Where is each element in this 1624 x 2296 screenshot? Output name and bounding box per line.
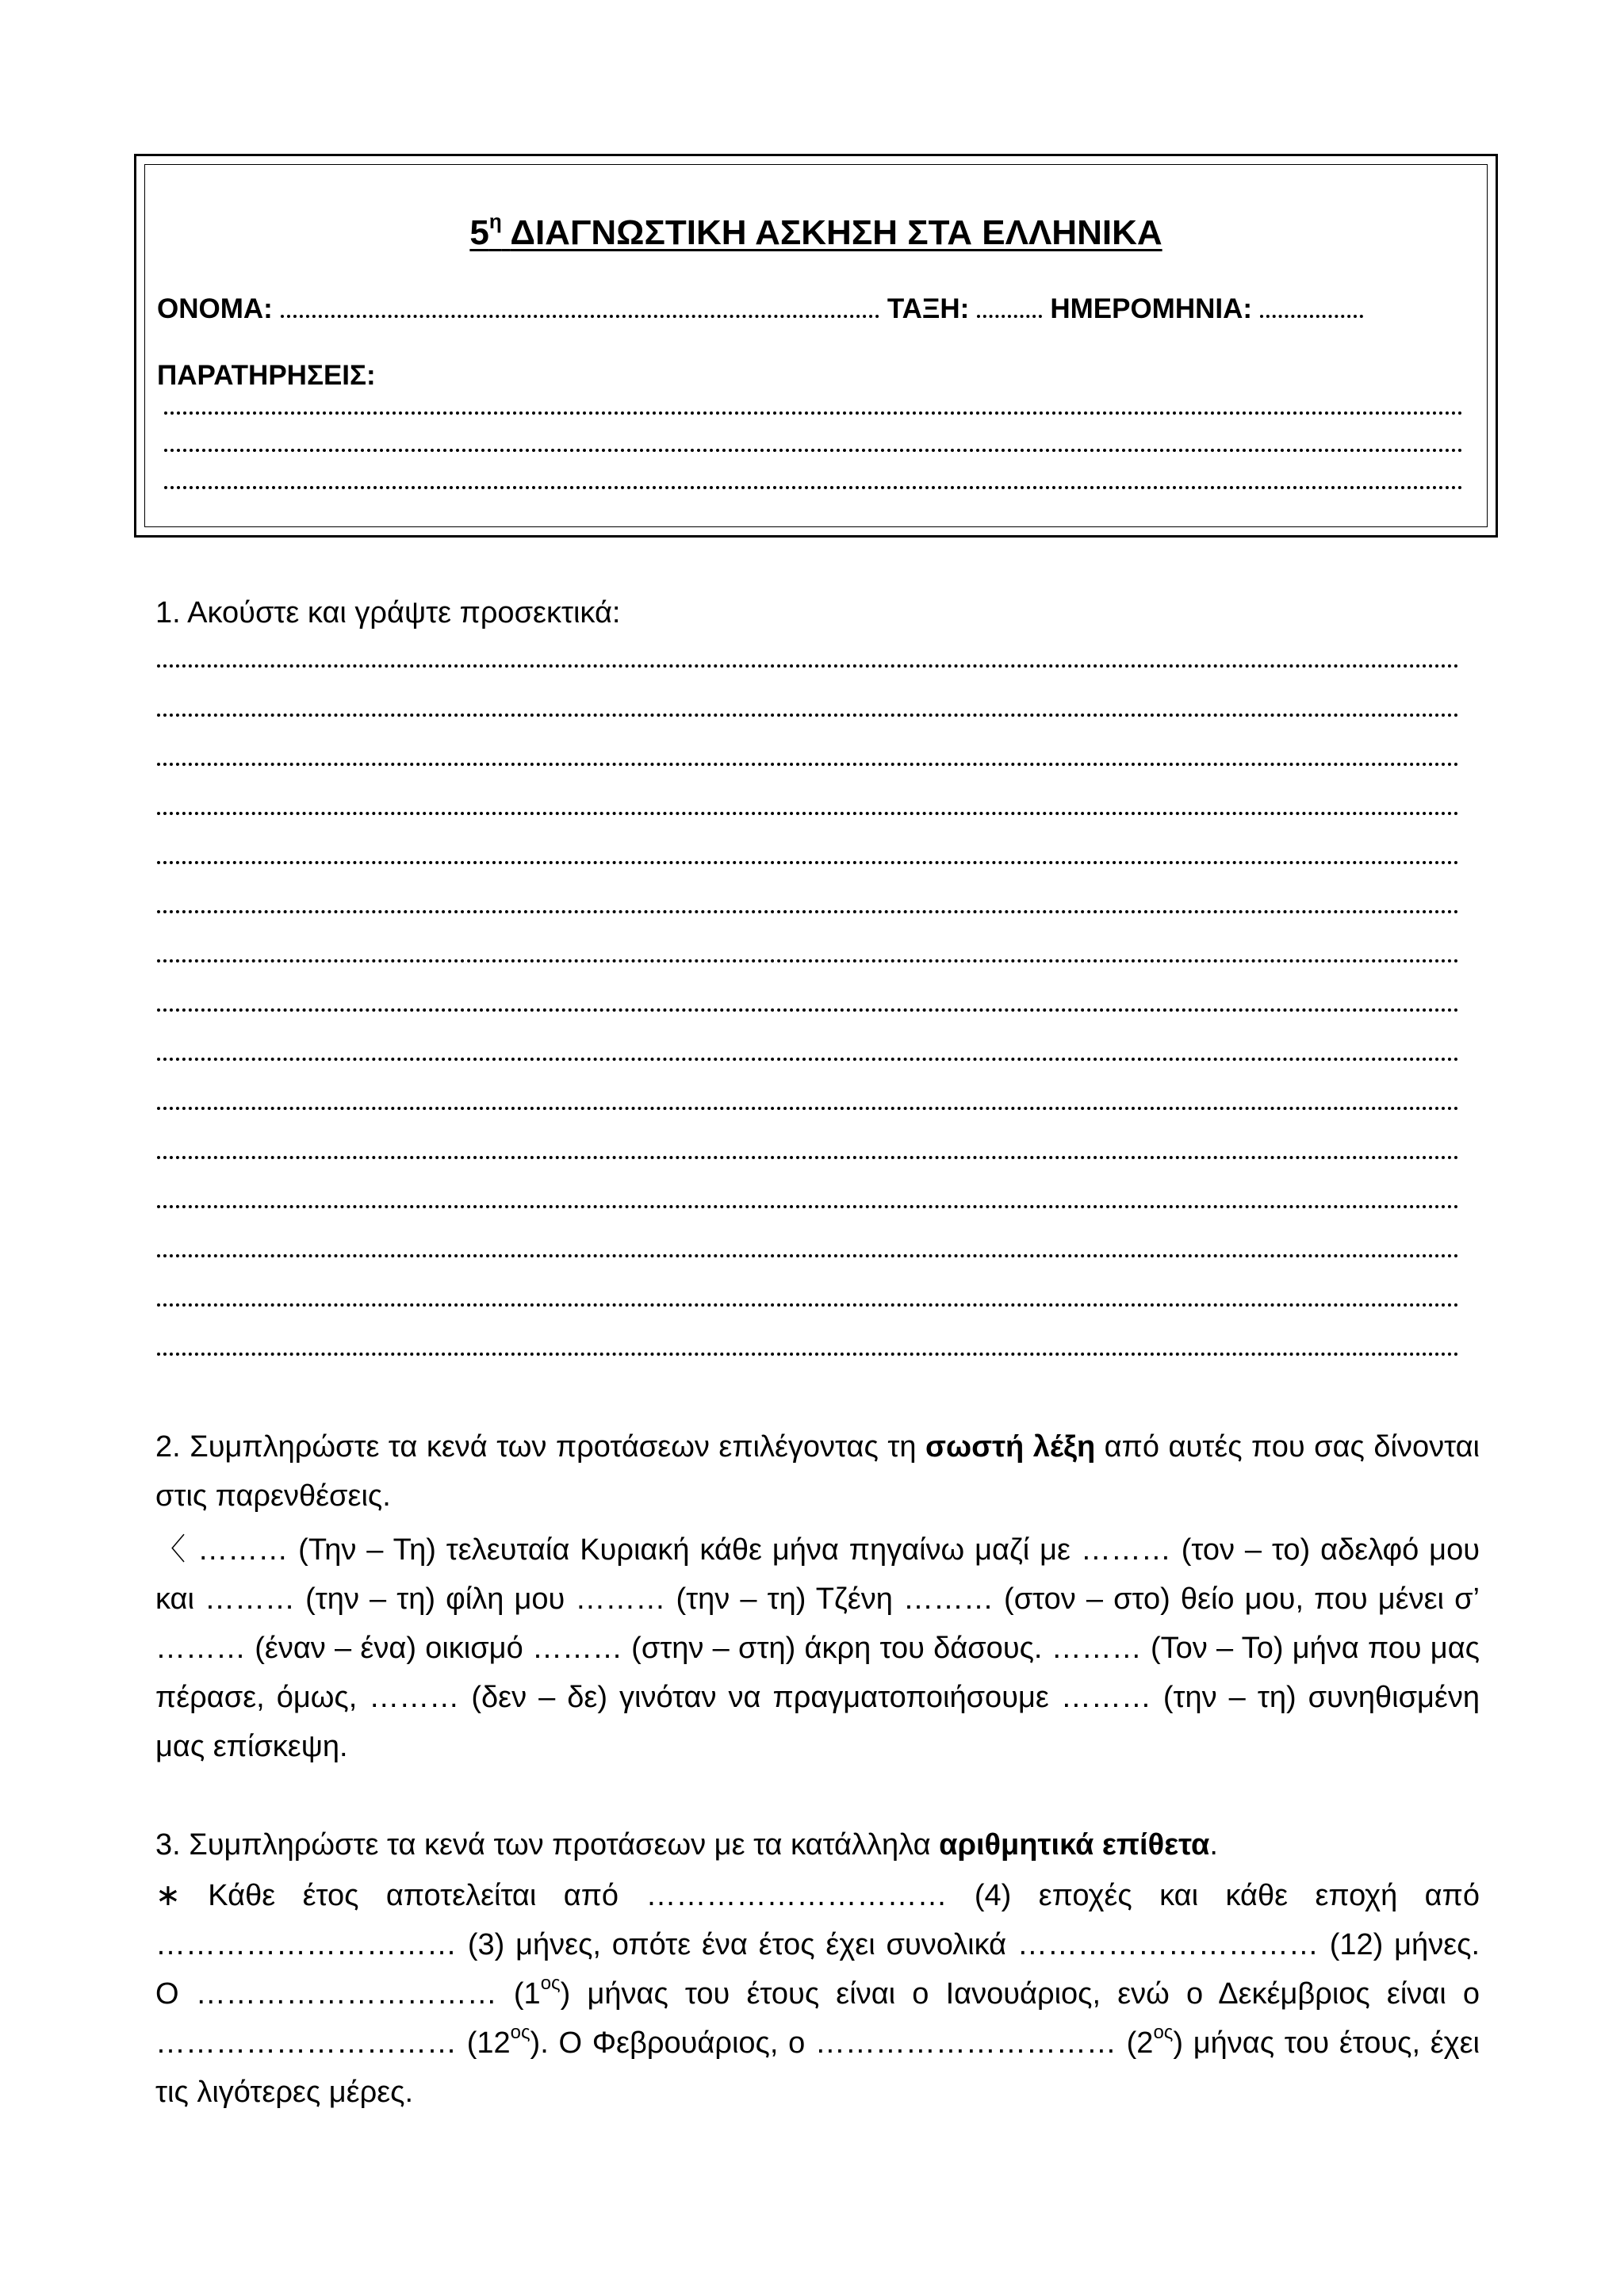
date-field[interactable]	[1260, 315, 1363, 318]
q3-text-part: ) μήνας του έτους είναι ο Ιανουάριος, ενώ ο Δεκέμβριος είναι ο ………………………… (12	[155, 1977, 1480, 2060]
name-row	[157, 292, 1371, 327]
answer-line[interactable]	[157, 1156, 1459, 1159]
answer-line[interactable]	[157, 812, 1459, 815]
q3-prompt-text-end: .	[1209, 1828, 1218, 1862]
ordinal-suffix: ος	[510, 2022, 530, 2043]
q2-prompt-text: 2. Συμπληρώστε τα κενά των προτάσεων επιλέγοντας τη	[155, 1430, 925, 1464]
answer-line[interactable]	[157, 714, 1459, 717]
answer-line[interactable]	[157, 1008, 1459, 1012]
remarks-line[interactable]	[164, 411, 1463, 415]
answer-line[interactable]	[157, 1107, 1459, 1110]
title-number: 5	[469, 213, 489, 252]
remarks-line[interactable]	[164, 486, 1463, 489]
title-superscript: η	[488, 209, 502, 233]
answer-line[interactable]	[157, 1254, 1459, 1257]
date-label: ΗΜΕΡΟΜΗΝΙΑ:	[1050, 293, 1253, 324]
q1-prompt: 1. Ακούστε και γράψτε προσεκτικά:	[155, 596, 621, 629]
header-inner-border	[144, 164, 1488, 527]
remarks-line[interactable]	[164, 449, 1463, 452]
remarks-label: ΠΑΡΑΤΗΡΗΣΕΙΣ:	[157, 360, 376, 391]
answer-line[interactable]	[157, 1353, 1459, 1356]
answer-line[interactable]	[157, 959, 1459, 962]
class-label: ΤΑΞΗ:	[887, 293, 970, 324]
q2-prompt-text-end: από αυτές που σας δίνονται στις παρενθέσεις.	[155, 1430, 1480, 1513]
ordinal-suffix: ος	[540, 1973, 561, 1994]
answer-line[interactable]	[157, 1303, 1459, 1307]
q3-prompt	[155, 1820, 1480, 1869]
q2-prompt-bold: σωστή λέξη	[925, 1430, 1096, 1464]
q3-prompt-text: 3. Συμπληρώστε τα κενά των προτάσεων με τα κατάλληλα	[155, 1828, 940, 1862]
q2-prompt	[155, 1422, 1480, 1521]
q3-text-part: ) μήνας του έτους, έχει τις λιγότερες μέρες.	[155, 2026, 1480, 2109]
q2-exercise-text: 〈 ……… (Την – Τη) τελευταία Κυριακή κάθε μήνα πηγαίνω μαζί με ……… (τον – το) αδελφό μου και ……… (την – τη) φίλη μου ……… (την – τη) Τζένη ……… (στον – στο) θείο μου, που μένει σ’ ……… (έναν – ένα) οικισμό ……… (στην – στη) άκρη του δάσους. ……… (Τον – Το) μήνα που μας πέρασε, όμως, ……… (δεν – δε) γινόταν να πραγματοποιήσουμε ……… (την – τη) συνηθισμένη μας επίσκεψη.	[155, 1533, 1480, 1763]
answer-line[interactable]	[157, 861, 1459, 864]
header-box	[134, 154, 1498, 538]
answer-line[interactable]	[157, 1058, 1459, 1061]
q3-exercise-text	[155, 1871, 1480, 2117]
answer-line[interactable]	[157, 763, 1459, 766]
name-field[interactable]	[281, 315, 879, 318]
page-title	[145, 211, 1487, 255]
class-field[interactable]	[977, 315, 1042, 318]
q3-text-part: ). Ο Φεβρουάριος, ο ………………………… (2	[530, 2026, 1154, 2060]
q3-text-part: ∗ Κάθε έτος αποτελείται από ………………………… (4) εποχές και κάθε εποχή από ………………………… (3) μήνες, οπότε ένα έτος έχει συνολικά ………………………… (12) μήνες. Ο ………………………… (1	[155, 1879, 1480, 2011]
q3-prompt-bold: αριθμητικά επίθετα	[939, 1828, 1210, 1862]
answer-line[interactable]	[157, 664, 1459, 668]
name-label: ΟΝΟΜΑ:	[157, 293, 273, 324]
answer-line[interactable]	[157, 910, 1459, 913]
ordinal-suffix: ος	[1153, 2022, 1174, 2043]
title-text: ΔΙΑΓΝΩΣΤΙΚΗ ΑΣΚΗΣΗ ΣΤΑ ΕΛΛΗΝΙΚΑ	[510, 213, 1162, 252]
answer-line[interactable]	[157, 1205, 1459, 1208]
